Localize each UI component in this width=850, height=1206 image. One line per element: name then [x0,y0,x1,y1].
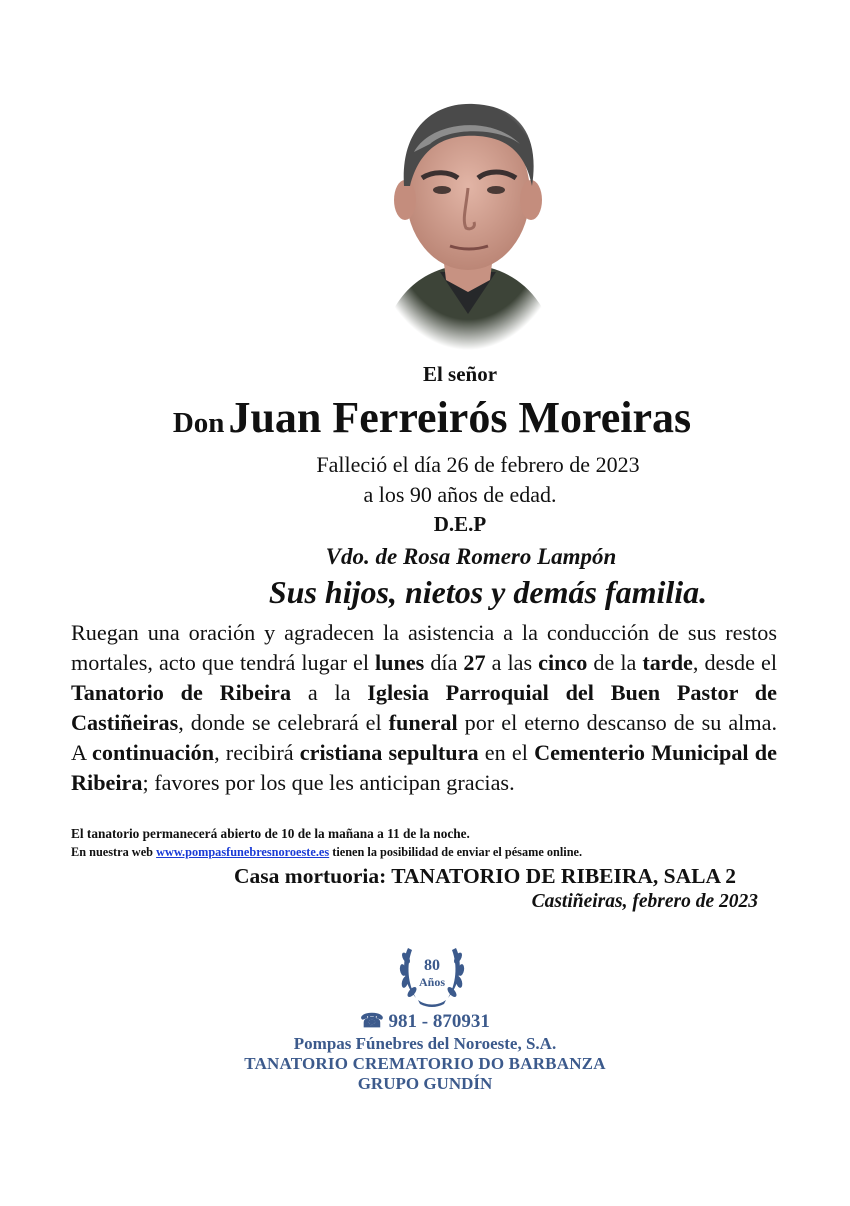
deceased-name-line [0,392,850,443]
death-date-line: Falleció el día 26 de febrero de 2023 [316,452,640,477]
company-name: Pompas Fúnebres del Noroeste, S.A. [293,1034,557,1053]
age-line: a los 90 años de edad. [363,482,557,507]
web-condolence-note: En nuestra web www.pompasfunebresnoroeste.es tienen la posibilidad de enviar el pésame online. [71,845,583,859]
website-link[interactable]: www.pompasfunebresnoroeste.es [156,845,330,859]
family-line: Sus hijos, nietos y demás familia. [268,574,708,610]
dep-line: D.E.P [433,512,487,536]
badge-text: Años [418,975,446,989]
honorific: Don [172,407,225,439]
phone-line [0,1010,850,1033]
opening-hours-note: El tanatorio permanecerá abierto de 10 de la mañana a 11 de la noche. [71,826,470,841]
place-date-line: Castiñeiras, febrero de 2023 [531,891,758,912]
phone-icon: ☎ [360,1011,384,1032]
ceremony-paragraph: Ruegan una oración y agradecen la asistencia a la conducción de sus restos mortales, acto que tendrá lugar el lunes día 27 a las cinco de la tarde, desde el Tanatorio de Ribeira a la Iglesia Parroquial del Buen Pastor de Castiñeiras, donde se celebrará el funeral por el eterno descanso de su alma. A continuación, recibirá cristiana sepultura en el Cementerio Municipal de Ribeira; favores por los que les anticipan gracias. [71,620,777,795]
funeral-home-line: Casa mortuoria: TANATORIO DE RIBEIRA, SALA 2 [234,864,736,888]
tanatorio-name: TANATORIO CREMATORIO DO BARBANZA [244,1054,606,1073]
group-name: GRUPO GUNDÍN [357,1074,493,1093]
deceased-portrait [370,82,566,350]
anniversary-laurel-logo [394,938,470,1010]
title-prefix: El señor [422,362,498,386]
widower-line: Vdo. de Rosa Romero Lampón [325,544,617,569]
badge-number: 80 [424,957,440,974]
deceased-name: Juan Ferreirós Moreiras [228,393,692,442]
phone-number: 981 - 870931 [388,1011,490,1032]
